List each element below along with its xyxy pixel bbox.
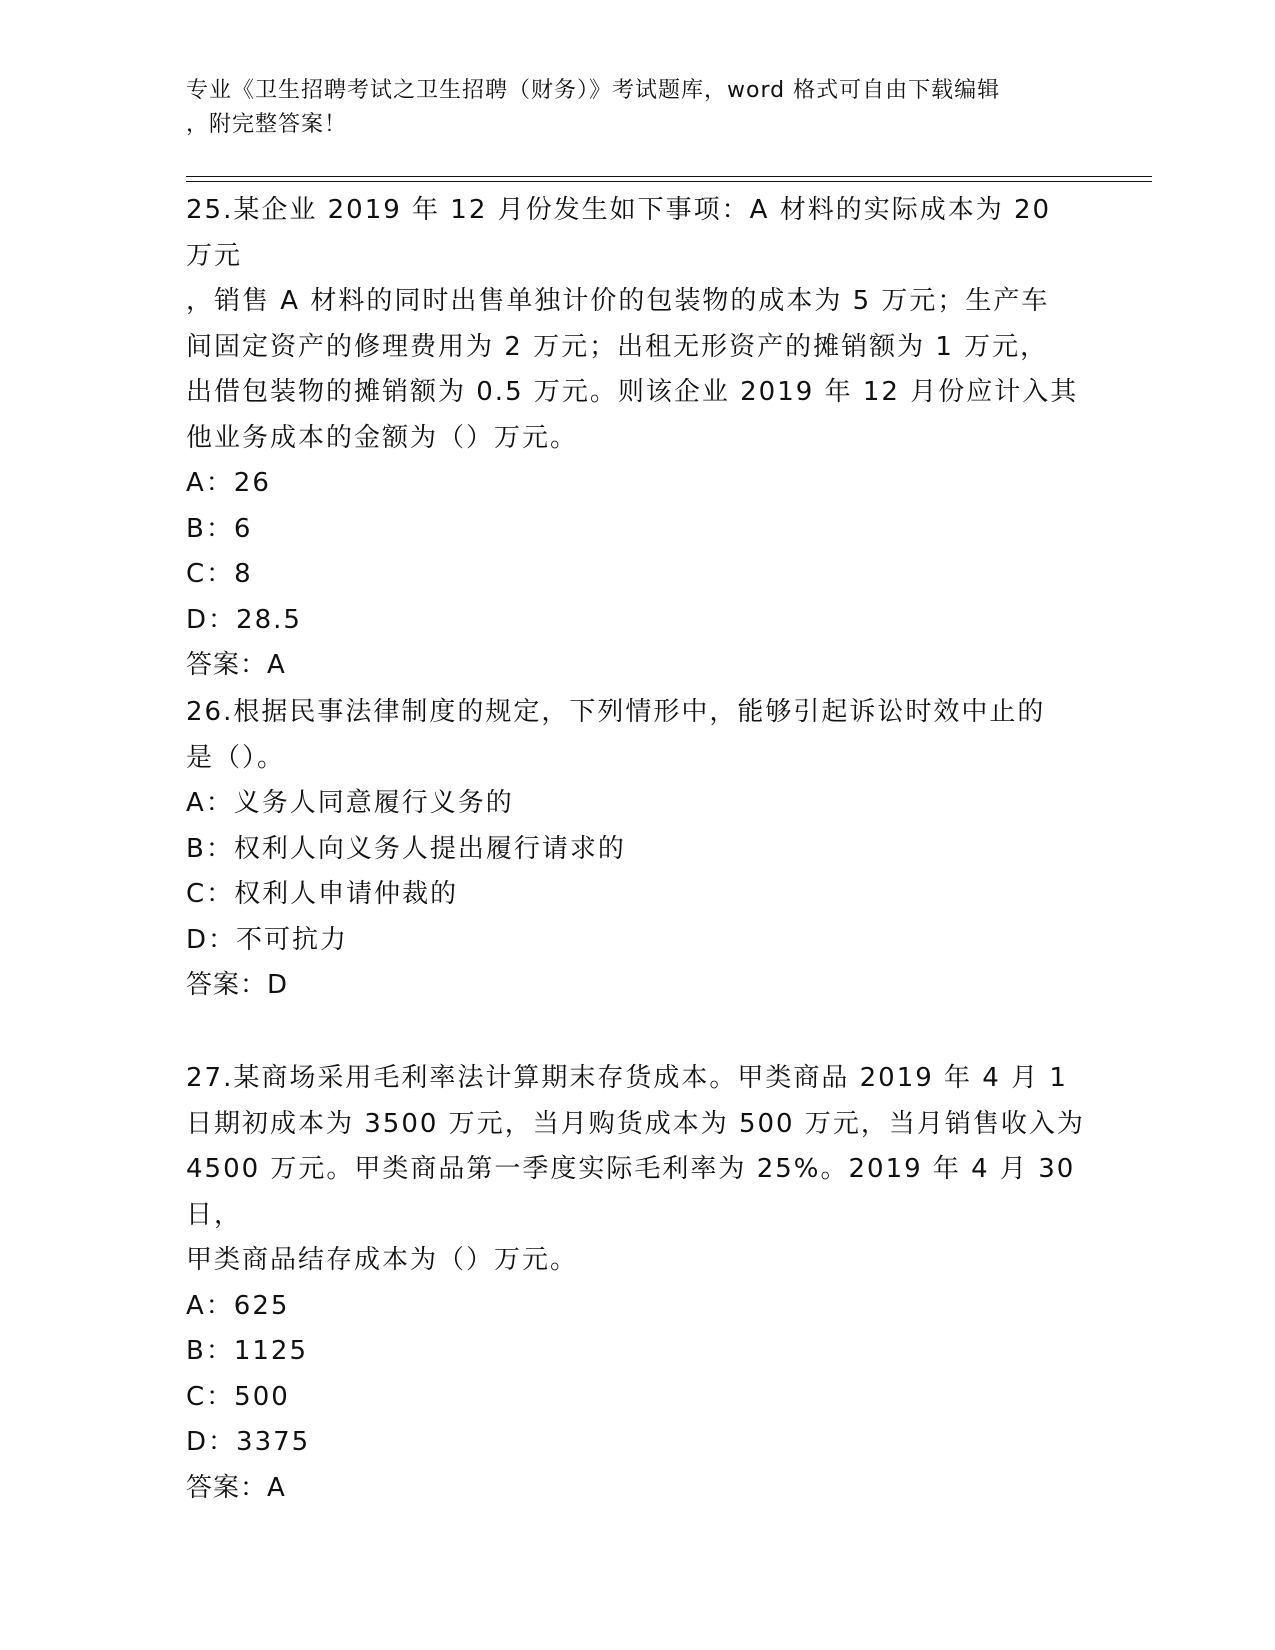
option-a: A：义务人同意履行义务的 <box>186 788 514 818</box>
option-c: C：8 <box>186 559 253 589</box>
stem-line: 甲类商品结存成本为（）万元。 <box>186 1245 579 1275</box>
answer-line: 答案：D <box>186 970 289 1000</box>
stem-line: 25.某企业 2019 年 12 月份发生如下事项：A 材料的实际成本为 20 万元 <box>186 195 1052 271</box>
stem-line: 是（）。 <box>186 742 286 773</box>
option-d: D：不可抗力 <box>186 924 349 955</box>
option-a: A：26 <box>186 468 271 498</box>
stem-line: 间固定资产的修理费用为 2 万元；出租无形资产的摊销额为 1 万元， <box>186 331 1049 362</box>
stem-line: 出借包装物的摊销额为 0.5 万元。则该企业 2019 年 12 月份应计入其 <box>186 377 1079 407</box>
option-c: C：500 <box>186 1381 290 1412</box>
question-stem <box>186 1056 1086 1284</box>
stem-line: 27.某商场采用毛利率法计算期末存货成本。甲类商品 2019 年 4 月 1 <box>186 1063 1068 1093</box>
option-d: D：3375 <box>186 1427 311 1457</box>
option-b: B：1125 <box>186 1336 309 1366</box>
document-header <box>186 74 1066 142</box>
option-b: B：6 <box>186 513 253 544</box>
question-25 <box>186 188 1086 689</box>
options-list <box>186 781 1086 963</box>
stem-line: 4500 万元。甲类商品第一季度实际毛利率为 25%。2019 年 4 月 30 日， <box>186 1154 1076 1230</box>
header-divider-bottom <box>186 181 1152 182</box>
options-list <box>186 1284 1086 1466</box>
answer-line: 答案：A <box>186 1472 286 1503</box>
option-c: C：权利人申请仲裁的 <box>186 879 459 909</box>
header-divider-top <box>186 176 1152 177</box>
header-line-2: ，附完整答案！ <box>186 112 348 137</box>
stem-line: 日期初成本为 3500 万元，当月购货成本为 500 万元，当月销售收入为 <box>186 1108 1085 1139</box>
stem-line: 26.根据民事法律制度的规定，下列情形中，能够引起诉讼时效中止的 <box>186 697 1046 727</box>
options-list <box>186 461 1086 643</box>
question-26 <box>186 690 1086 1009</box>
question-stem <box>186 690 1086 781</box>
answer-line: 答案：A <box>186 650 286 680</box>
option-b: B：权利人向义务人提出履行请求的 <box>186 833 626 864</box>
option-d: D：28.5 <box>186 604 302 635</box>
stem-line: ，销售 A 材料的同时出售单独计价的包装物的成本为 5 万元；生产车 <box>186 286 1050 316</box>
stem-line: 他业务成本的金额为（）万元。 <box>186 422 579 453</box>
question-stem <box>186 188 1086 461</box>
header-line-1: 专业《卫生招聘考试之卫生招聘（财务）》考试题库，word 格式可自由下载编辑 <box>186 78 1001 103</box>
question-27 <box>186 1056 1086 1511</box>
option-a: A：625 <box>186 1290 290 1321</box>
